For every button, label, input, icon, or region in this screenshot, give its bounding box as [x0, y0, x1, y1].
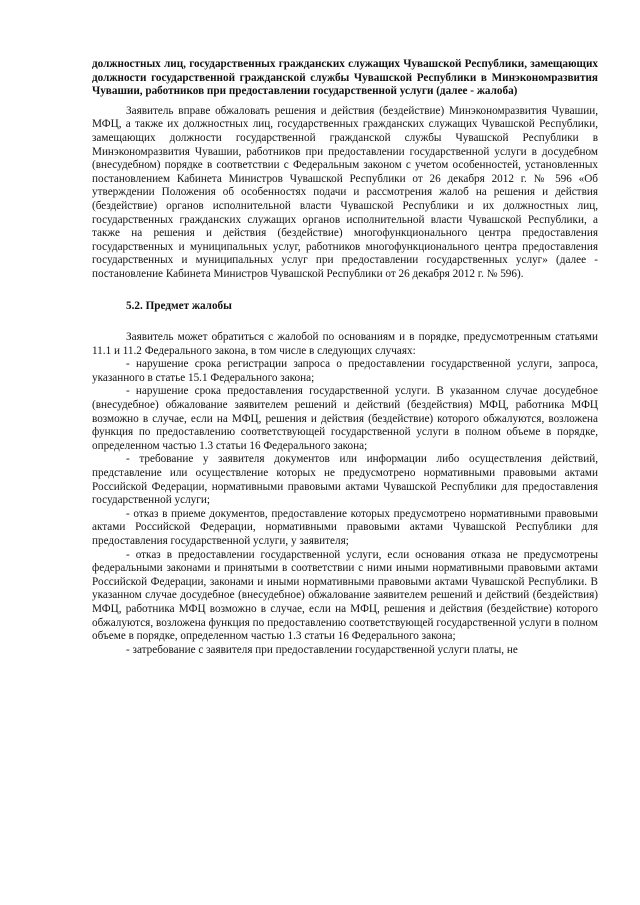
list-item: - отказ в приеме документов, предоставление которых предусмотрено нормативными правовыми актами Российской Федерации, нормативными правовыми актами Чувашской Республики для предоставления государственной услуги, у заявителя;	[92, 507, 598, 547]
paragraph-appeal-cases: Заявитель может обратиться с жалобой по основаниям и в порядке, предусмотренным статьями 11.1 и 11.2 Федерального закона, в том числе в следующих случаях:	[92, 331, 598, 357]
list-item: - отказ в предоставлении государственной услуги, если основания отказа не предусмотрены федеральными законами и принятыми в соответствии с ними иными нормативными правовыми актами Российской Федерации, законами и иными нормативными правовыми актами Чувашской Республики. В указанном случае досудебное (внесудебное) обжалование заявителем решений и действий (бездействия) МФЦ, работника МФЦ возможно в случае, если на МФЦ, решения и действия (бездействие) которого обжалуются, возложена функция по предоставлению соответствующей государственной услуги в полном объеме в порядке, определенном частью 1.3 статьи 16 Федерального закона;	[92, 548, 598, 643]
section-heading: 5.2. Предмет жалобы	[126, 299, 232, 312]
paragraph-appeal-right: Заявитель вправе обжаловать решения и действия (бездействие) Минэкономразвития Чувашии, МФЦ, а также их должностных лиц, государственных гражданских служащих Чувашской Республики, замещающих должности государственной гражданской службы Чувашской Республики в Минэкономразвития Чувашии, работников при предоставлении государственной услуги в досудебном (внесудебном) порядке в соответствии с Федеральным законом с учетом особенностей, установленных постановлением Кабинета Министров Чувашской Республики от 26 декабря 2012 г. № 596 «Об утверждении Положения об особенностях подачи и рассмотрения жалоб на решения и действия (бездействие) органов исполнительной власти Чувашской Республики и их должностных лиц, государственных гражданских служащих органов исполнительной власти Чувашской Республики, а также на решения и действия (бездействие) многофункционального центра предоставления государственных и муниципальных услуг, работников многофункционального центра предоставления государственных и муниципальных услуг при предоставлении государственных услуг» (далее - постановление Кабинета Министров Чувашской Республики от 26 декабря 2012 г. № 596).	[92, 104, 598, 280]
list-item: - нарушение срока регистрации запроса о предоставлении государственной услуги, запроса, указанного в статье 15.1 Федерального закона;	[92, 358, 598, 384]
list-item: - требование у заявителя документов или информации либо осуществления действий, представление или осуществление которых не предусмотрено нормативными правовыми актами Российской Федерации, нормативными правовыми актами Чувашской Республики для предоставления государственной услуги;	[92, 453, 598, 507]
document-page	[92, 58, 598, 657]
list-item: - затребование с заявителя при предоставлении государственной услуги платы, не	[126, 643, 518, 656]
list-item: - нарушение срока предоставления государственной услуги. В указанном случае досудебное (внесудебное) обжалование заявителем решений и действий (бездействия) МФЦ, работника МФЦ возможно в случае, если на МФЦ, решения и действия (бездействие) которого обжалуются, возложена функция по предоставлению соответствующей государственной услуги в полном объеме в порядке, определенном частью 1.3 статьи 16 Федерального закона;	[92, 385, 598, 452]
intro-paragraph: должностных лиц, государственных гражданских служащих Чувашской Республики, замещающих должности государственной гражданской службы Чувашской Республики в Минэкономразвития Чувашии, работников при предоставлении государственной услуги (далее - жалоба)	[92, 58, 598, 98]
